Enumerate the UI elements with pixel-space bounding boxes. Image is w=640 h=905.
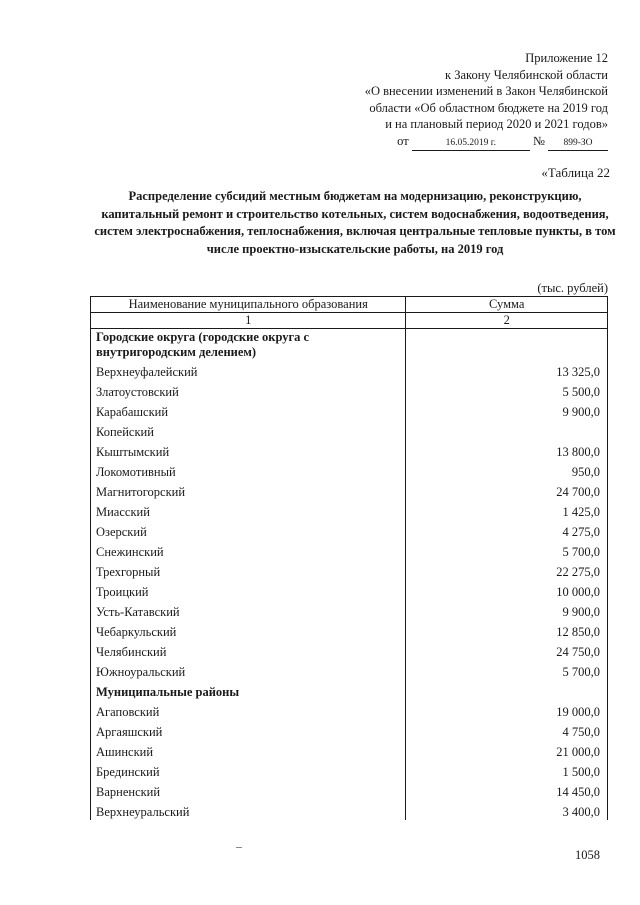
group-title: Городские округа (городские округа с внутригородским делением) bbox=[91, 329, 406, 361]
subsidy-amount: 950,0 bbox=[406, 460, 608, 480]
subsidy-amount bbox=[406, 420, 608, 440]
appendix-header bbox=[365, 50, 608, 151]
municipality-name: Южноуральский bbox=[91, 660, 406, 680]
table-row bbox=[91, 440, 608, 460]
subsidy-amount: 4 750,0 bbox=[406, 720, 608, 740]
table-row bbox=[91, 600, 608, 620]
municipality-name: Озерский bbox=[91, 520, 406, 540]
column-number-2: 2 bbox=[406, 313, 608, 329]
appendix-line-2: к Закону Челябинской области bbox=[445, 67, 608, 82]
table-row bbox=[91, 800, 608, 820]
table-row bbox=[91, 360, 608, 380]
number-label: № bbox=[532, 133, 545, 148]
group-row-city-districts bbox=[91, 329, 608, 361]
column-number-1: 1 bbox=[91, 313, 406, 329]
appendix-line-4: области «Об областном бюджете на 2019 год bbox=[369, 100, 608, 115]
law-number: 899-ЗО bbox=[548, 137, 608, 151]
municipality-name: Усть-Катавский bbox=[91, 600, 406, 620]
table-row bbox=[91, 640, 608, 660]
column-header-amount: Сумма bbox=[406, 297, 608, 313]
group-amount bbox=[406, 329, 608, 361]
table-header-row bbox=[91, 297, 608, 313]
municipality-name: Миасский bbox=[91, 500, 406, 520]
subsidy-amount: 9 900,0 bbox=[406, 600, 608, 620]
subsidy-amount: 24 750,0 bbox=[406, 640, 608, 660]
table-row bbox=[91, 760, 608, 780]
municipality-name: Ашинский bbox=[91, 740, 406, 760]
table-row bbox=[91, 580, 608, 600]
group-row-municipal-districts bbox=[91, 680, 608, 700]
table-row bbox=[91, 560, 608, 580]
subsidy-amount: 5 700,0 bbox=[406, 660, 608, 680]
column-header-name: Наименование муниципального образования bbox=[91, 297, 406, 313]
table-row bbox=[91, 380, 608, 400]
appendix-line-1: Приложение 12 bbox=[525, 51, 608, 65]
table-row bbox=[91, 460, 608, 480]
table-row bbox=[91, 720, 608, 740]
municipality-name: Снежинский bbox=[91, 540, 406, 560]
municipality-name: Аргаяшский bbox=[91, 720, 406, 740]
subsidy-amount: 3 400,0 bbox=[406, 800, 608, 820]
subsidy-amount: 1 425,0 bbox=[406, 500, 608, 520]
table-header-numbers bbox=[91, 313, 608, 329]
subsidy-amount: 13 800,0 bbox=[406, 440, 608, 460]
municipality-name: Трехгорный bbox=[91, 560, 406, 580]
table-row bbox=[91, 500, 608, 520]
subsidy-amount: 21 000,0 bbox=[406, 740, 608, 760]
group-amount bbox=[406, 680, 608, 700]
document-title: Распределение субсидий местным бюджетам на модернизацию, реконструкцию, капитальный ремонт и строительство котельных, систем водоснабжения, водоотведения, систем электроснабжения, теплоснабжения, включая центральные тепловые пункты, в том числе проектно-изыскательские работы, на 2019 год bbox=[94, 189, 616, 256]
table-row bbox=[91, 780, 608, 800]
table-row bbox=[91, 480, 608, 500]
subsidy-amount: 5 500,0 bbox=[406, 380, 608, 400]
law-date: 16.05.2019 г. bbox=[412, 137, 530, 151]
subsidy-amount: 1 500,0 bbox=[406, 760, 608, 780]
municipality-name: Магнитогорский bbox=[91, 480, 406, 500]
municipality-name: Златоустовский bbox=[91, 380, 406, 400]
municipality-name: Агаповский bbox=[91, 700, 406, 720]
table-row bbox=[91, 540, 608, 560]
municipality-name: Брединский bbox=[91, 760, 406, 780]
municipality-name: Кыштымский bbox=[91, 440, 406, 460]
appendix-line-3: «О внесении изменений в Закон Челябинской bbox=[364, 84, 608, 98]
table-row bbox=[91, 740, 608, 760]
from-label: от bbox=[397, 133, 409, 148]
group-title: Муниципальные районы bbox=[91, 680, 406, 700]
subsidy-table bbox=[90, 296, 608, 820]
table-row bbox=[91, 660, 608, 680]
units-label: (тыс. рублей) bbox=[537, 281, 608, 295]
subsidy-amount: 24 700,0 bbox=[406, 480, 608, 500]
table-row bbox=[91, 400, 608, 420]
municipality-name: Карабашский bbox=[91, 400, 406, 420]
page-number: 1058 bbox=[575, 848, 600, 862]
municipality-name: Верхнеуральский bbox=[91, 800, 406, 820]
subsidy-amount: 12 850,0 bbox=[406, 620, 608, 640]
subsidy-amount: 13 325,0 bbox=[406, 360, 608, 380]
subsidy-amount: 5 700,0 bbox=[406, 540, 608, 560]
table-row bbox=[91, 620, 608, 640]
appendix-line-5: и на плановый период 2020 и 2021 годов» bbox=[385, 117, 608, 131]
subsidy-amount: 9 900,0 bbox=[406, 400, 608, 420]
subsidy-amount: 19 000,0 bbox=[406, 700, 608, 720]
municipality-name: Челябинский bbox=[91, 640, 406, 660]
scan-speck bbox=[236, 847, 242, 848]
table-body bbox=[91, 329, 608, 821]
municipality-name: Троицкий bbox=[91, 580, 406, 600]
municipality-name: Чебаркульский bbox=[91, 620, 406, 640]
municipality-name: Варненский bbox=[91, 780, 406, 800]
municipality-name: Локомотивный bbox=[91, 460, 406, 480]
subsidy-amount: 22 275,0 bbox=[406, 560, 608, 580]
municipality-name: Копейский bbox=[91, 420, 406, 440]
municipality-name: Верхнеуфалейский bbox=[91, 360, 406, 380]
table-row bbox=[91, 520, 608, 540]
table-row bbox=[91, 700, 608, 720]
subsidy-amount: 4 275,0 bbox=[406, 520, 608, 540]
table-label: «Таблица 22 bbox=[541, 165, 610, 180]
law-date-number bbox=[365, 133, 608, 151]
subsidy-amount: 14 450,0 bbox=[406, 780, 608, 800]
table-row bbox=[91, 420, 608, 440]
subsidy-amount: 10 000,0 bbox=[406, 580, 608, 600]
